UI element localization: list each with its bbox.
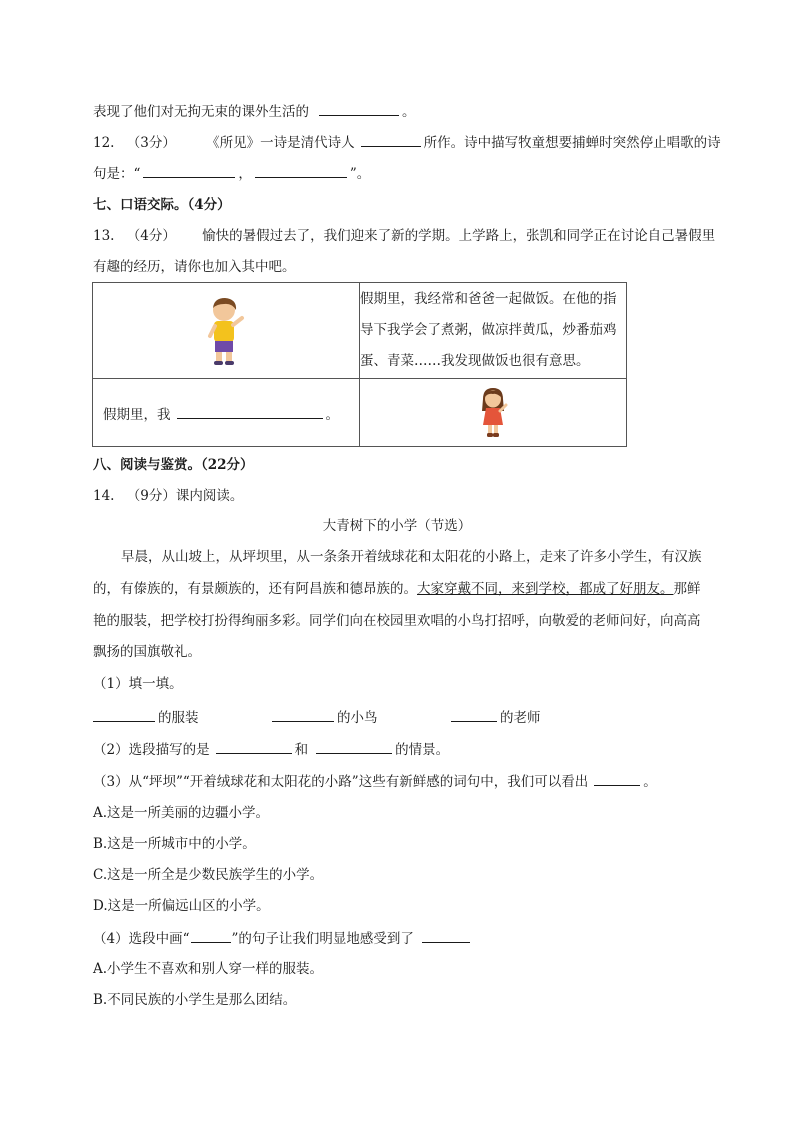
passage-line-2: 的，有傣族的，有景颇族的，还有阿昌族和德昂族的。大家穿戴不同，来到学校，都成了好朋友。那鲜 [93,581,701,597]
answer-cell: 假期里，我 。 [93,379,360,447]
sub-question-1-bird: 的小鸟 [272,708,378,727]
boy-speech: 假期里，我经常和爸爸一起做饭。在他的指导下我学会了煮粥，做凉拌黄瓜，炒番茄鸡蛋、青菜……我发现做饭也很有意思。 [360,283,627,379]
question-14-heading: 14. （9分）课内阅读。 [93,488,244,504]
sub-question-2: （2）选段描写的是 和 的情景。 [93,742,450,758]
passage-line-4: 飘扬的国旗敬礼。 [93,644,201,660]
sub-3-option-a[interactable]: A.这是一所美丽的边疆小学。 [93,805,270,821]
fill-blank-scene-1[interactable] [216,740,292,754]
boy-figure [206,296,246,366]
underlined-sentence: 大家穿戴不同，来到学校，都成了好朋友。 [417,581,674,597]
choice-blank-4[interactable] [422,929,470,943]
fill-blank-clothing[interactable] [93,708,155,722]
poem-line-blank-1[interactable] [143,164,235,178]
sub-3-option-c[interactable]: C.这是一所全是少数民族学生的小学。 [93,867,324,883]
question-12-line1: 12. （3分） 《所见》一诗是清代诗人 所作。诗中描写牧童想要捕蝉时突然停止唱歌的诗 [93,135,721,151]
question-12-line2: 句是：“ ， ”。 [93,166,371,182]
underline-sample [191,929,231,943]
fill-blank-teacher[interactable] [451,708,497,722]
poet-blank[interactable] [361,133,421,147]
sub-3-option-d[interactable]: D.这是一所偏远山区的小学。 [93,898,270,914]
sub-4-option-b[interactable]: B.不同民族的小学生是那么团结。 [93,992,297,1008]
girl-figure-cell [360,379,627,447]
sub-question-1-teacher: 的老师 [451,708,541,727]
sub-question-3: （3）从“坪坝”“开着绒球花和太阳花的小路”这些有新鲜感的词句中，我们可以看出 。 [93,774,657,790]
answer-blank[interactable] [319,102,399,116]
sub-4-option-a[interactable]: A.小学生不喜欢和别人穿一样的服装。 [93,961,324,977]
sub-question-4: （4）选段中画“ ”的句子让我们明显地感受到了 [93,929,473,948]
passage-title: 大青树下的小学（节选） [322,518,472,534]
passage-line-1: 早晨，从山坡上，从坪坝里，从一条条开着绒球花和太阳花的小路上，走来了许多小学生，有汉族 [121,549,702,565]
q11-tail: 表现了他们对无拘无束的课外生活的 。 [93,104,416,120]
girl-figure [478,387,508,439]
poem-line-blank-2[interactable] [255,164,347,178]
dialog-table [92,282,627,447]
choice-blank-3[interactable] [594,772,640,786]
question-13-line2: 有趣的经历，请你也加入其中吧。 [93,259,296,275]
section-7-title: 七、口语交际。（4分） [93,197,231,213]
passage-line-3: 艳的服装，把学校打扮得绚丽多彩。同学们向在校园里欢唱的小鸟打招呼，向敬爱的老师问好，向高高 [93,613,701,629]
fill-blank-bird[interactable] [272,708,334,722]
holiday-answer-blank[interactable] [177,405,323,419]
sub-question-1-label: （1）填一填。 [93,676,183,692]
boy-figure-cell [93,283,360,379]
question-13-line1: 13. （4分） 愉快的暑假过去了，我们迎来了新的学期。上学路上，张凯和同学正在讨论自己暑假里 [93,228,716,244]
section-8-title: 八、阅读与鉴赏。（22分） [93,457,254,473]
sub-question-1-blanks: 的服装 [93,708,199,727]
sub-3-option-b[interactable]: B.这是一所城市中的小学。 [93,836,256,852]
fill-blank-scene-2[interactable] [316,740,392,754]
